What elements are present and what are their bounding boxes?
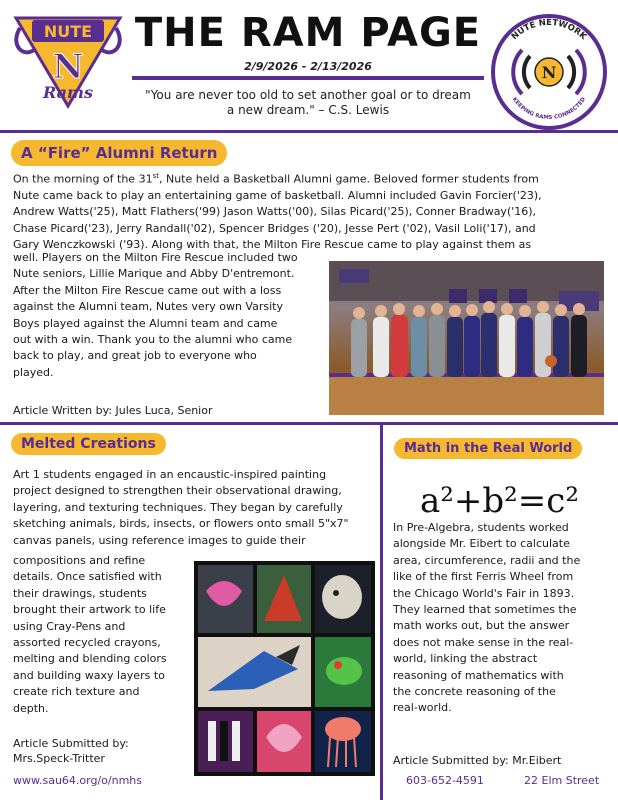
math-line: They learned that sometimes the bbox=[393, 603, 577, 617]
alumni-intro bbox=[13, 168, 605, 254]
math-line: the Chicago World's Fair in 1893. bbox=[393, 586, 575, 600]
section-divider bbox=[0, 422, 618, 425]
badge-letter: N bbox=[541, 63, 557, 82]
alumni-line: Chase Picard('23), Jerry Randall('02), Spencer Bridges ('20), Jesse Pert ('02), Vasil Loli('17), and bbox=[13, 221, 536, 235]
alumni-line: Gary Wenczkowski ('93). Along with that, the Milton Fire Rescue came to play against them as bbox=[13, 238, 532, 252]
badge-bottom-text: KEEPING RAMS CONNECTED bbox=[510, 96, 588, 122]
melted-wrap-line: melting and blending colors bbox=[13, 652, 167, 666]
street-address: 22 Elm Street bbox=[524, 774, 600, 787]
math-heading: Math in the Real World bbox=[394, 438, 582, 459]
page-title: THE RAM PAGE bbox=[134, 10, 482, 56]
math-line: like of the first Ferris Wheel from bbox=[393, 570, 574, 584]
melted-heading: Melted Creations bbox=[11, 433, 166, 455]
alumni-wrap-line: well. Players on the Milton Fire Rescue included two bbox=[13, 251, 298, 264]
melted-line: Art 1 students engaged in an encaustic-inspired painting bbox=[13, 468, 327, 481]
math-line: does not make sense in the real- bbox=[393, 635, 574, 649]
issue-dates: 2/9/2026 - 2/13/2026 bbox=[244, 60, 372, 73]
alumni-wrap-line: Boys played against the Alumni team and came bbox=[13, 316, 278, 330]
column-divider bbox=[380, 424, 383, 800]
alumni-wrap-line: played. bbox=[13, 365, 54, 379]
alumni-wrap-text bbox=[13, 250, 323, 381]
website-link[interactable]: www.sau64.org/o/nmhs bbox=[13, 774, 142, 787]
melted-wrap-line: details. Once satisfied with bbox=[13, 570, 162, 584]
alumni-wrap-line: After the Milton Fire Rescue came out with a loss bbox=[13, 283, 282, 297]
alumni-team-photo bbox=[329, 261, 604, 415]
alumni-wrap-line: back to play, and great job to everyone who bbox=[13, 349, 257, 363]
alumni-wrap-line: Nute seniors, Lillie Marique and Abby D'entremont. bbox=[13, 267, 295, 281]
alumni-line: Nute came back to play an entertaining game of basketball. Alumni included Gavin Forcier('23), bbox=[13, 189, 542, 203]
math-line: alongside Mr. Eibert to calculate bbox=[393, 537, 570, 551]
alumni-wrap-line: out with a win. Thank you to the alumni who came bbox=[13, 333, 293, 347]
melted-wrap-line: their drawings, students bbox=[13, 586, 147, 600]
melted-wrap-line: using Cray-Pens and bbox=[13, 619, 126, 633]
math-line: reasoning of mathematics with bbox=[393, 668, 564, 682]
math-line: In Pre-Algebra, students worked bbox=[393, 521, 569, 534]
nute-network-badge bbox=[488, 12, 610, 130]
math-line: the concrete reasoning of the bbox=[393, 685, 556, 699]
melted-intro bbox=[13, 467, 375, 549]
math-byline: Article Submitted by: Mr.Eibert bbox=[393, 754, 562, 767]
math-text bbox=[393, 520, 605, 717]
alumni-line: On the morning of the 31st, Nute held a Basketball Alumni game. Beloved former students from bbox=[13, 172, 539, 186]
math-line: real-world. bbox=[393, 701, 452, 715]
melted-wrap-line: compositions and refine bbox=[13, 554, 146, 567]
melted-wrap-line: and building waxy layers to bbox=[13, 668, 165, 682]
badge-top-text: NUTE NETWORK bbox=[509, 17, 589, 43]
melted-line: canvas panels, using reference images to guide their bbox=[13, 533, 306, 547]
alumni-heading: A “Fire” Alumni Return bbox=[11, 140, 227, 166]
school-logo bbox=[12, 14, 124, 110]
melted-line: project designed to strengthen their observational drawing, bbox=[13, 484, 342, 498]
alumni-line: Andrew Watts('25), Matt Flathers('99) Jason Watts('00), Silas Picard('25), Conner Bradway('16), bbox=[13, 205, 537, 219]
melted-line: layering, and texturing techniques. They began by carefully bbox=[13, 500, 343, 514]
equation-text: a²+b²=c² bbox=[420, 481, 579, 520]
melted-line: sketching animals, birds, insects, or flowers onto small 5"x7" bbox=[13, 517, 349, 531]
pythagorean-equation bbox=[410, 476, 590, 520]
melted-byline-label: Article Submitted by: bbox=[13, 737, 129, 750]
alumni-wrap-line: against the Alumni team, Nutes very own Varsity bbox=[13, 300, 283, 314]
quote-line-1: "You are never too old to set another goal or to dream bbox=[145, 88, 471, 102]
quote bbox=[130, 88, 486, 118]
logo-top-text: NUTE bbox=[43, 22, 93, 41]
phone-number: 603-652-4591 bbox=[406, 774, 484, 787]
melted-wrap-line: create rich texture and bbox=[13, 685, 140, 699]
quote-line-2: a new dream." – C.S. Lewis bbox=[226, 103, 390, 117]
alumni-byline: Article Written by: Jules Luca, Senior bbox=[13, 404, 213, 417]
header-divider bbox=[0, 130, 618, 133]
math-line: math works out, but the answer bbox=[393, 619, 570, 633]
melted-wrap-line: assorted recycled crayons, bbox=[13, 636, 161, 650]
melted-byline-name: Mrs.Speck-Tritter bbox=[13, 752, 105, 765]
logo-letter: N bbox=[52, 47, 84, 87]
math-line: world, linking the abstract bbox=[393, 652, 538, 666]
title-divider bbox=[132, 76, 484, 80]
math-line: area, circumference, radii and the bbox=[393, 553, 581, 567]
melted-wrap-line: brought their artwork to life bbox=[13, 603, 166, 617]
melted-wrap-line: depth. bbox=[13, 701, 49, 715]
melted-byline bbox=[13, 736, 129, 766]
student-art-collage bbox=[194, 561, 375, 776]
melted-wrap-text bbox=[13, 553, 185, 717]
logo-script-text: Rams bbox=[43, 83, 93, 102]
